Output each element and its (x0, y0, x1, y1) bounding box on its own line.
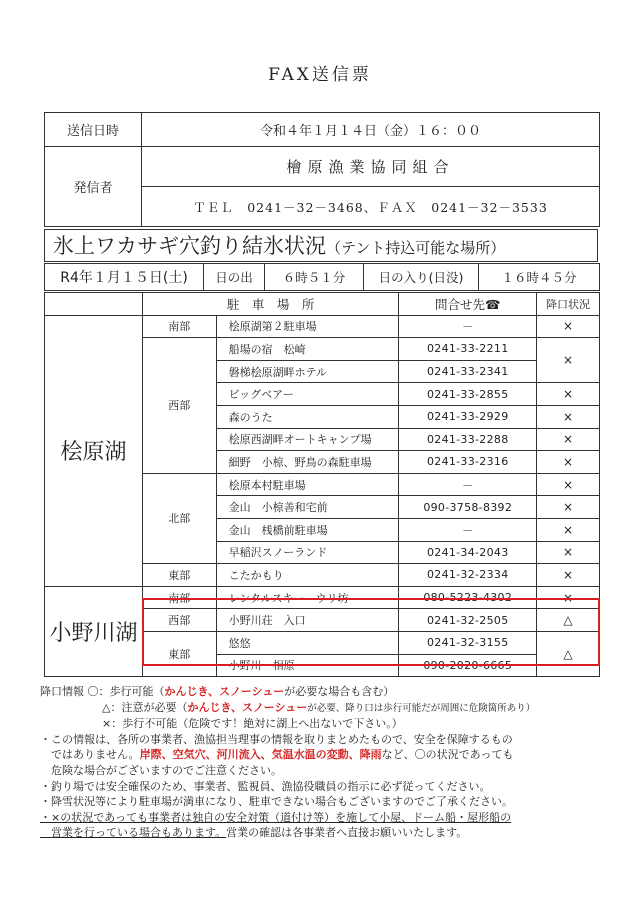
parking-name: 早稲沢スノーランド (216, 541, 399, 564)
parking-name: 細野 小椋、野鳥の森駐車場 (216, 451, 399, 474)
col-contact: 問合せ先☎ (399, 293, 537, 316)
table-row (45, 586, 600, 609)
zone-o-seibu: 西部 (142, 609, 216, 632)
note-1-red: 岸際、空気穴、河川流入、気温水温の変動、降雨 (139, 748, 382, 762)
note-2: ・釣り場では安全確保のため、事業者、監視員、漁協役職員の指示に必ず従ってください。 (40, 779, 491, 793)
legend-t-red: かんじき、スノーシュー (187, 700, 308, 714)
status: △ (537, 609, 600, 632)
parking-name: 桧原湖第２駐車場 (216, 315, 399, 338)
table-row (45, 315, 600, 338)
phone: 0241-33-2855 (399, 383, 537, 406)
note-1d: 危険な場合がございますのでご注意ください。 (40, 763, 282, 777)
sunset-label: 日の入り(日没) (364, 264, 479, 291)
parking-name: 桧原西湖畔オートキャンプ場 (216, 428, 399, 451)
legend-prefix: 降口情報 (40, 685, 84, 698)
lake-hibara: 桧原湖 (45, 315, 143, 586)
note-4a: ・×の状況であっても事業者は独自の安全対策（道付け等）を施して小屋、ドーム船・屋形船の (40, 810, 512, 824)
sunset-time: １６時４５分 (479, 264, 600, 291)
status: × (537, 564, 600, 587)
status: × (537, 405, 600, 428)
status: × (537, 473, 600, 496)
legend-x: ×：歩行不可能（危険です！絶対に湖上へ出ないで下さい。） (102, 717, 403, 731)
parking-name: 森のうた (216, 405, 399, 428)
col-parking: 駐 車 場 所 (142, 293, 398, 316)
status: △ (537, 631, 600, 676)
status: × (537, 338, 600, 383)
phone: － (399, 473, 537, 496)
phone: － (399, 518, 537, 541)
legend-t-b: が必要、降り口は歩行可能だが周囲に危険箇所あり） (307, 702, 536, 714)
phone: 0241-33-2211 (399, 338, 537, 361)
parking-name: 金山 桟橋前駐車場 (216, 518, 399, 541)
phone: － (399, 315, 537, 338)
zone-o-tobu: 東部 (142, 631, 216, 676)
banner-sub: （テント持込可能な場所） (326, 239, 506, 257)
note-4c: 営業の確認は各事業者へ直接お願いいたします。 (226, 826, 468, 840)
legend-triangle (40, 700, 620, 717)
phone: 080-5223-4302 (399, 586, 537, 609)
banner (44, 229, 598, 262)
phone: 0241-33-2316 (399, 451, 537, 474)
note-1b (40, 747, 620, 763)
legend-o-b: が必要な場合も含む） (284, 685, 395, 698)
zone-seibu: 西部 (142, 338, 216, 474)
sender-tel: ＴＥＬ 0241－32－3468、ＦＡＸ 0241－32－3533 (142, 187, 600, 227)
phone: 0241-33-2341 (399, 360, 537, 383)
banner-main: 氷上ワカサギ穴釣り結氷状況 (53, 234, 326, 258)
zone-hokubu: 北部 (142, 473, 216, 563)
sun-table (44, 263, 600, 291)
zone-nanbu: 南部 (142, 315, 216, 338)
parking-name: 桧原本村駐車場 (216, 473, 399, 496)
note-4b (40, 825, 620, 841)
zone-tobu: 東部 (142, 564, 216, 587)
parking-name: 悠悠 (216, 631, 399, 654)
status: × (537, 586, 600, 609)
phone: 0241-33-2929 (399, 405, 537, 428)
legend-o-red: かんじき、スノーシュー (164, 685, 285, 698)
parking-name: 船場の宿 松崎 (216, 338, 399, 361)
status: × (537, 428, 600, 451)
date-value: 令和４年１月１４日（金）１６：００ (142, 113, 600, 147)
legend-o-a: 〇：歩行可能（ (87, 685, 165, 698)
phone: 090-3758-8392 (399, 496, 537, 519)
parking-name: 金山 小椋善和宅前 (216, 496, 399, 519)
parking-name: 小野川 相原 (216, 654, 399, 677)
phone: 0241-34-2043 (399, 541, 537, 564)
parking-name: 小野川荘 入口 (216, 609, 399, 632)
parking-name: レンタルスキー ウリ坊 (216, 586, 399, 609)
zone-o-nanbu: 南部 (142, 586, 216, 609)
status: × (537, 518, 600, 541)
table-header (45, 293, 600, 316)
status: × (537, 496, 600, 519)
status: × (537, 541, 600, 564)
note-1a: ・この情報は、各所の事業者、漁協担当理事の情報を取りまとめたもので、安全を保障するもの (40, 732, 513, 746)
status: × (537, 315, 600, 338)
parking-name: 磐梯桧原湖畔ホテル (216, 360, 399, 383)
note-4b-text: 営業を行っている場合もあります。 (40, 826, 227, 840)
lake-onogawa: 小野川湖 (45, 586, 143, 676)
sun-date: R4年１月１５日(土) (45, 264, 204, 291)
sunrise-time: ６時５１分 (265, 264, 364, 291)
phone: 0241-32-3155 (399, 631, 537, 654)
parking-table (44, 292, 600, 677)
sunrise-label: 日の出 (204, 264, 265, 291)
phone: 0241-32-2334 (399, 564, 537, 587)
note-1c: など、〇の状況であっても (381, 748, 514, 762)
notes (40, 684, 620, 841)
date-label: 送信日時 (45, 113, 142, 147)
parking-name: ビッグベアー (216, 383, 399, 406)
legend-t-a: △：注意が必要（ (102, 700, 188, 714)
status: × (537, 383, 600, 406)
note-3: ・降雪状況等により駐車場が満車になり、駐車できない場合もございますのでご了承ください。 (40, 795, 513, 809)
page-title: FAX送信票 (268, 65, 372, 85)
legend-o (40, 684, 620, 700)
phone: 0241-33-2288 (399, 428, 537, 451)
header-table (44, 112, 600, 227)
col-status: 降口状況 (537, 293, 600, 316)
phone: 0241-32-2505 (399, 609, 537, 632)
status: × (537, 451, 600, 474)
sender-org: 檜原漁業協同組合 (142, 147, 600, 187)
note-1b-text: ではありません。 (40, 748, 140, 762)
sender-label: 発信者 (45, 147, 142, 227)
phone: 090-2020-6665 (399, 654, 537, 677)
parking-name: こたかもり (216, 564, 399, 587)
